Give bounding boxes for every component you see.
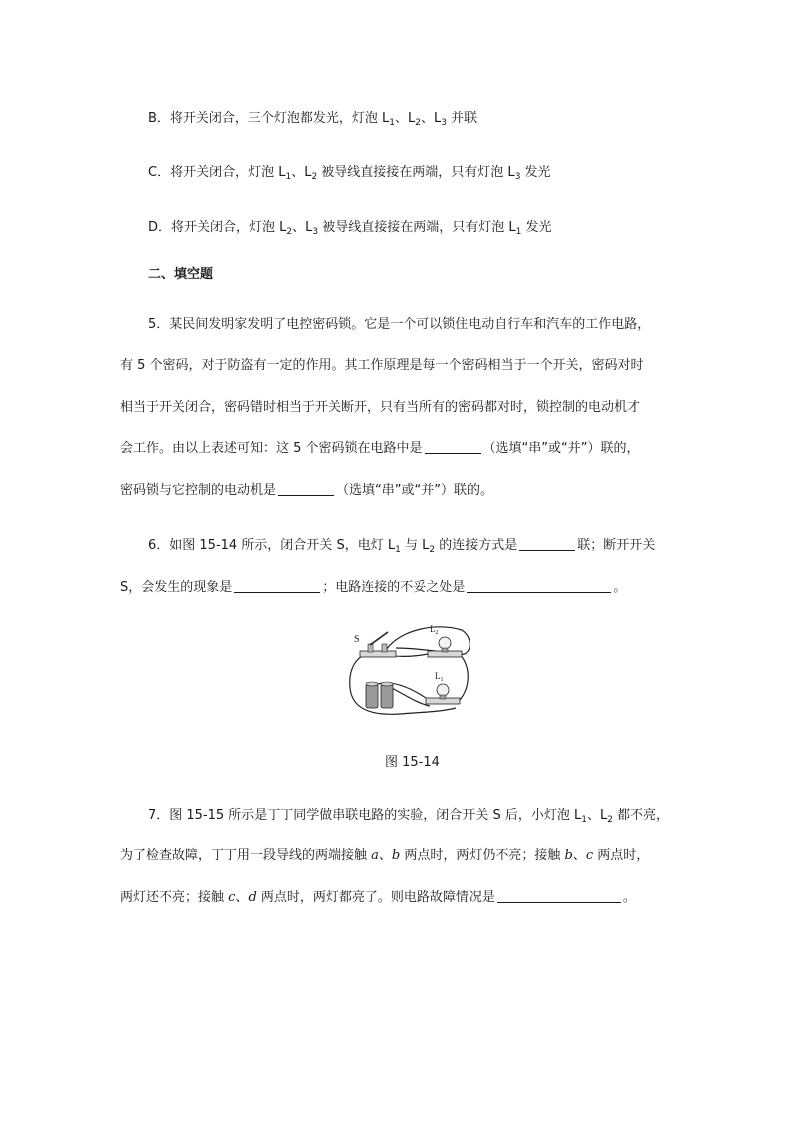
subscript: 2 [415,118,422,128]
circuit-figure [340,618,470,718]
option-b-text: B．将开关闭合，三个灯泡都发光，灯泡 L [148,111,390,126]
subscript: 2 [286,227,293,237]
q7-text: 两灯还不亮；接触 [120,890,229,905]
q5-text: （选填“串”或“并”）联的。 [336,483,493,498]
option-b-text: 、L [421,111,442,126]
answer-blank[interactable] [497,890,621,903]
lamp-l2-bulb [439,637,451,649]
label-l2: $L_2$ [430,624,439,636]
option-d-text: 被导线直接接在两端，只有灯泡 L [318,220,516,235]
q7-text: 都不亮， [612,808,670,823]
lamp-l1 [426,684,460,704]
q5-line-4 [120,441,640,457]
q7-text: 、 [572,848,586,863]
q7-text: 。 [622,890,636,905]
option-c-text: 发光 [520,165,551,180]
option-b-text: 并联 [447,111,478,126]
q6-text: 的连接方式是 [435,538,518,553]
answer-blank[interactable] [234,580,320,593]
battery-1 [366,684,378,708]
option-c-text: C．将开关闭合，灯泡 L [148,165,286,180]
battery-1-top [366,682,378,686]
section-heading: 二、填空题 [148,267,214,282]
option-d-text: D．将开关闭合，灯泡 L [148,220,287,235]
q7-text: 为了检查故障，丁丁用一段导线的两端接触 [120,848,372,863]
answer-blank[interactable] [425,441,481,454]
q7-line-3 [120,890,636,906]
subscript: 2 [311,172,318,182]
option-b [148,111,477,127]
q5-text: 密码锁与它控制的电动机是 [120,483,277,498]
answer-blank[interactable] [278,483,334,496]
q6-text: 与 L [400,538,430,553]
subscript: 3 [441,118,447,128]
battery-2 [381,684,393,708]
option-c [148,165,551,181]
subscript: 1 [515,227,522,237]
figure-caption: 图 15-14 [385,755,440,770]
q6-text: ；电路连接的不妥之处是 [322,580,466,595]
lamp-l1-socket [440,695,446,699]
subscript: 2 [607,815,613,825]
q7-text: 两点时，两灯都亮了。则电路故障情况是 [256,890,495,905]
q5-text: （选填“串”或“并”）联的， [482,441,640,456]
q6-line-2 [120,580,626,596]
q7-text: 、 [378,848,392,863]
subscript: 2 [429,545,436,555]
q7-text: 两点时， [593,848,650,863]
q5-text: 会工作。由以上表述可知：这 5 个密码锁在电路中是 [120,441,423,456]
label-s: S [354,634,360,645]
point-label: d [248,890,257,905]
answer-blank[interactable] [519,538,575,551]
lamp-l1-bulb [437,684,449,696]
wire-battery-to-l1 [372,683,426,698]
q6-text: 6．如图 15-14 所示，闭合开关 S，电灯 L [148,538,396,553]
option-d [148,220,552,236]
q7-line-2 [120,848,649,864]
q6-text: S，会发生的现象是 [120,580,233,595]
point-label: c [585,848,594,863]
q6-text: 联；断开开关 [577,538,656,553]
subscript: 1 [389,118,396,128]
option-d-text: 、L [292,220,313,235]
q5-line-1: 5．某民间发明家发明了电控密码锁。它是一个可以锁住电动自行车和汽车的工作电路， [148,317,651,332]
q5-line-3: 相当于开关闭合，密码错时相当于开关断开，只有当所有的密码都对时，锁控制的电动机才 [120,400,641,415]
q5-line-5 [120,483,493,499]
point-label: b [391,848,401,863]
lamp-l2-socket [442,648,448,652]
point-label: c [228,890,236,905]
subscript: 1 [581,815,587,825]
point-label: a [371,848,379,863]
q7-text: 、L [586,808,608,823]
option-c-text: 、L [291,165,312,180]
option-c-text: 被导线直接接在两端，只有灯泡 L [317,165,515,180]
q6-line-1 [148,538,655,554]
switch-post [382,644,387,652]
lamp-l2 [428,637,462,657]
battery-2-top [381,682,393,686]
q6-text: 。 [613,580,627,595]
option-b-text: 、L [395,111,416,126]
switch-base [360,651,396,657]
q7-text: 两点时，两灯仍不亮；接触 [400,848,565,863]
q7-text: 、 [235,890,249,905]
batteries [366,682,393,708]
subscript: 3 [312,227,319,237]
subscript: 1 [395,545,401,555]
wire-right-down [460,654,468,700]
option-d-text: 发光 [521,220,552,235]
switch-lever [370,632,388,645]
q5-line-2: 有 5 个密码，对于防盗有一定的作用。其工作原理是每一个密码相当于一个开关，密码对时 [120,358,644,373]
circuit-diagram [340,618,470,718]
subscript: 1 [285,172,292,182]
label-l1: $L_1$ [435,671,444,683]
q7-text: 7．图 15-15 所示是丁丁同学做串联电路的实验，闭合开关 S 后，小灯泡 L [148,808,582,823]
point-label: b [564,848,573,863]
q7-line-1 [148,808,669,824]
subscript: 3 [514,172,521,182]
answer-blank[interactable] [467,580,611,593]
